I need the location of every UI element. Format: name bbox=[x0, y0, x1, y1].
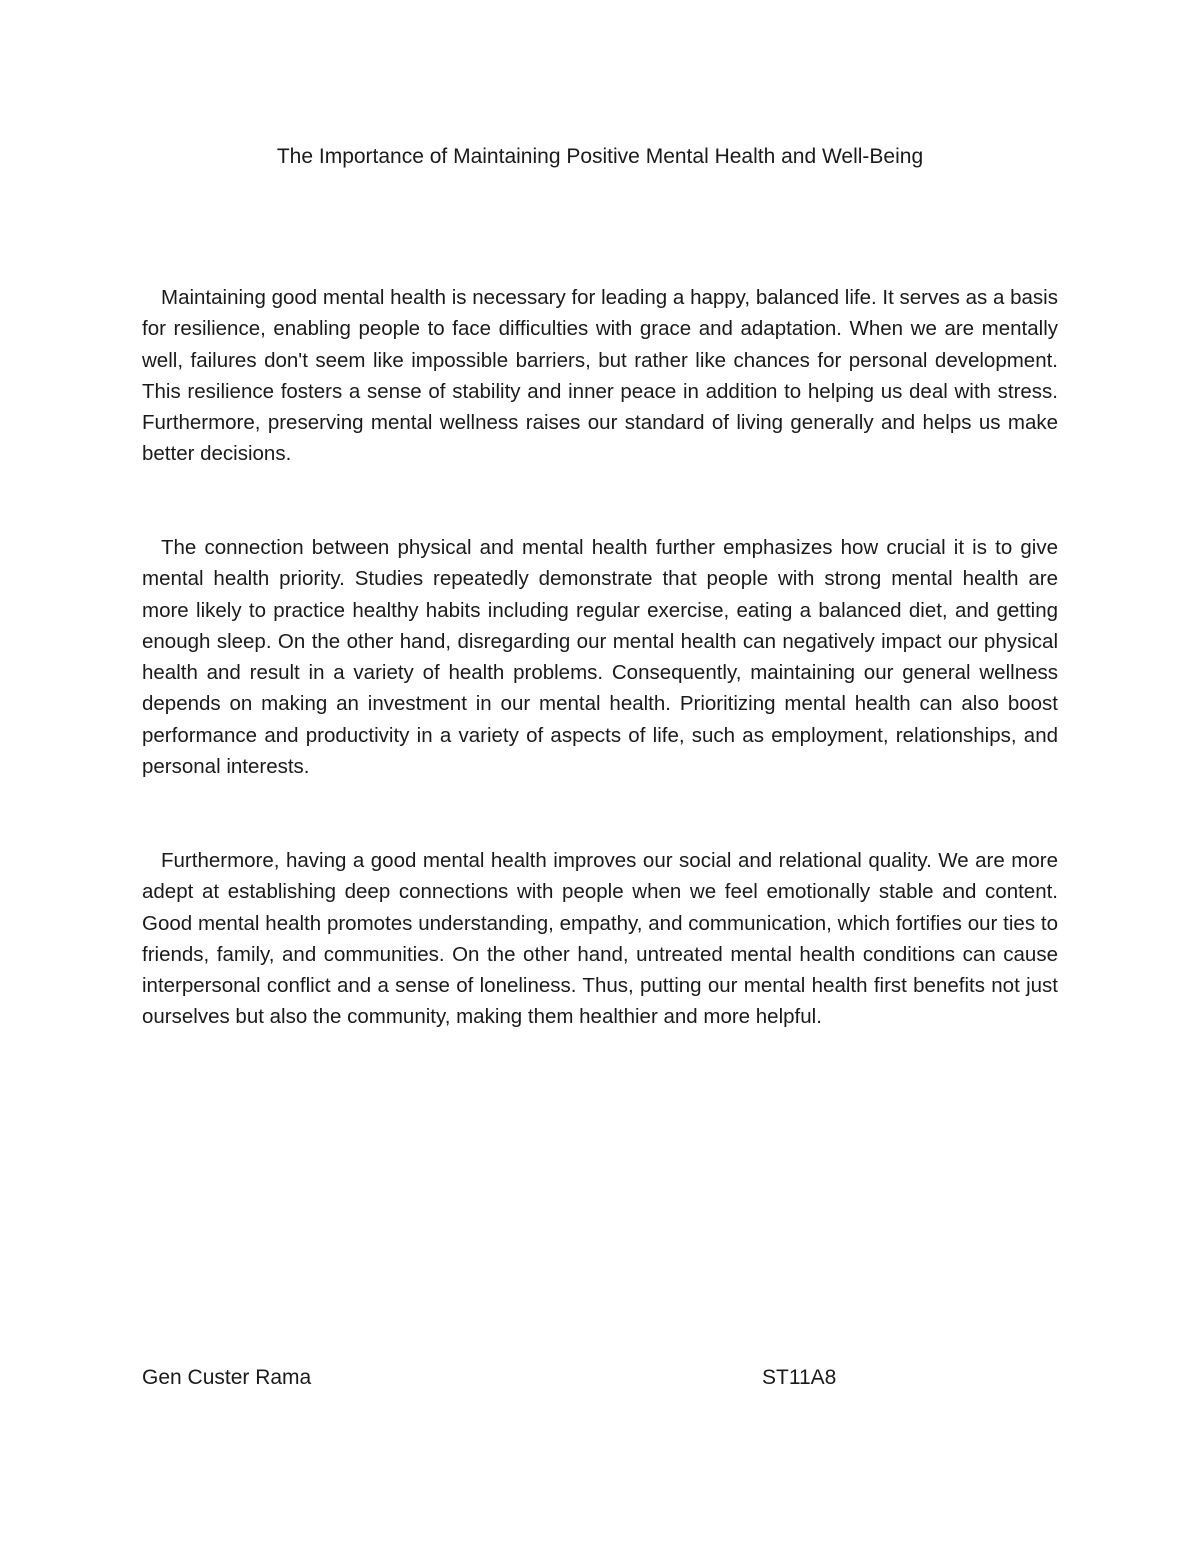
paragraph-1: Maintaining good mental health is necessary for leading a happy, balanced life. It serves as a basis for resilience, enabling people to face difficulties with grace and adaptation. When we are mentally well, failures don't seem like impossible barriers, but rather like chances for personal development. This resilience fosters a sense of stability and inner peace in addition to helping us deal with stress. Furthermore, preserving mental wellness raises our standard of living generally and helps us make better decisions. bbox=[142, 286, 1058, 466]
paragraph-2: The connection between physical and mental health further emphasizes how crucial it is to give mental health priority. Studies repeatedly demonstrate that people with strong mental health are more likely to practice healthy habits including regular exercise, eating a balanced diet, and getting enough sleep. On the other hand, disregarding our mental health can negatively impact our physical health and result in a variety of health problems. Consequently, maintaining our general wellness depends on making an investment in our mental health. Prioritizing mental health can also boost performance and productivity in a variety of aspects of life, such as employment, relationships, and personal interests. bbox=[142, 536, 1058, 779]
document-title: The Importance of Maintaining Positive Mental Health and Well-Being bbox=[276, 145, 924, 168]
section-code: ST11A8 bbox=[762, 1366, 837, 1389]
author-name: Gen Custer Rama bbox=[142, 1366, 312, 1389]
paragraph-3: Furthermore, having a good mental health improves our social and relational quality. We are more adept at establishing deep connections with people when we feel emotionally stable and content. Good mental health promotes understanding, empathy, and communication, which fortifies our ties to friends, family, and communities. On the other hand, untreated mental health conditions can cause interpersonal conflict and a sense of loneliness. Thus, putting our mental health first benefits not just ourselves but also the community, making them healthier and more helpful. bbox=[142, 849, 1058, 1029]
